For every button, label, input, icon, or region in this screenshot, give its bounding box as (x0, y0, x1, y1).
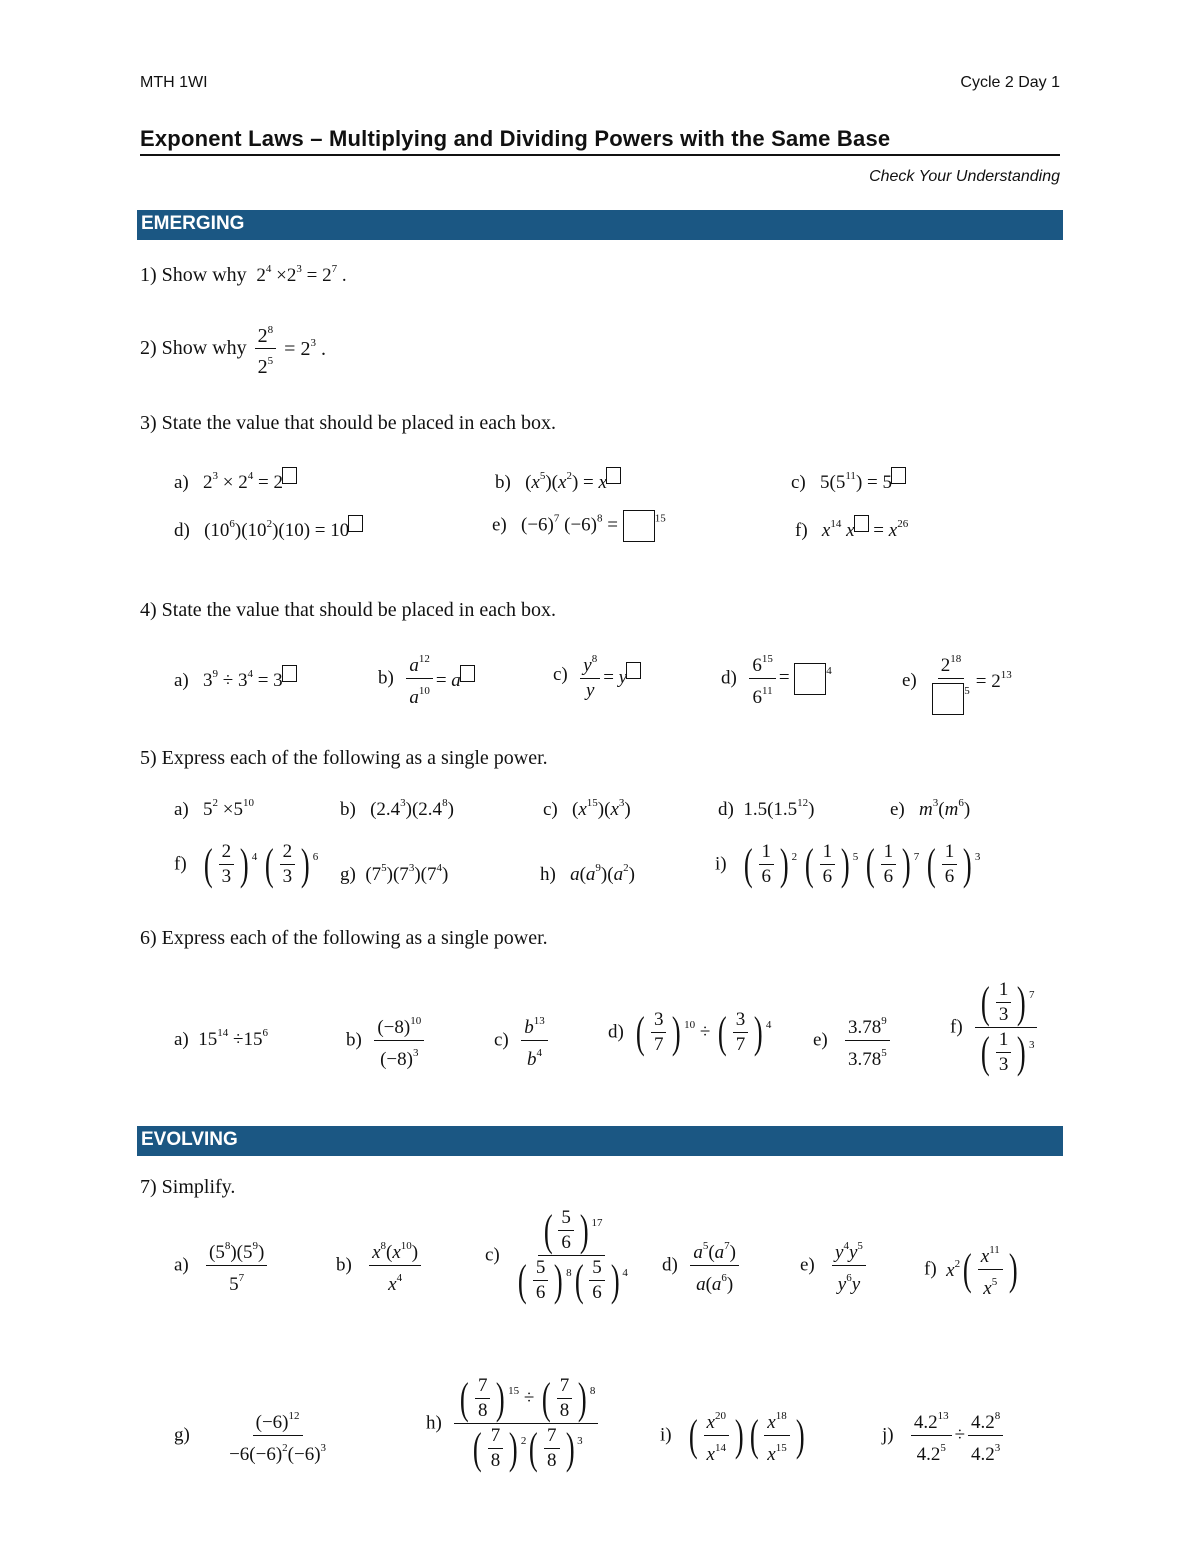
q6-part-e: e) $\frac{3.78^9}{3.78^5}$ (813, 1009, 893, 1072)
question-1 (140, 263, 347, 287)
q3-part-c: c) $5(5^{11}) = 5$ (791, 467, 906, 494)
section-title-emerging: EMERGING (141, 213, 245, 234)
q5-part-h: h) $a(a^9)(a^2)$ (540, 862, 635, 885)
q6-part-a: a) $15^{14} \div 15^6$ (174, 1027, 268, 1050)
q7-part-g: g) $\frac{(-6)^{12}}{-6(-6)^2(-6)^3}$ (174, 1404, 332, 1467)
question-3-text: 3) State the value that should be placed in each box. (140, 412, 556, 434)
q6-part-f: f) ( $\frac{1}{3}$ ) $^7$ ( $\frac{1}{3}$ ) $^3$ (950, 978, 1040, 1077)
q5-part-d: d) $1.5(1.5^{12})$ (718, 797, 815, 820)
q4-part-e: e) $\frac{2^{18}}{^5}$ = $2^{13}$ (902, 647, 1012, 715)
q5-part-i: i) ( $\frac{1}{6}$ ) $^2$ ( $\frac{1}{6}$ ) $^5$ ( $\frac{1}{6}$ ) $^7$ ( $\frac{1}{6}$ ) $^3$ (715, 839, 981, 889)
question-6-text: 6) Express each of the following as a single power. (140, 927, 548, 949)
section-band-evolving (137, 1126, 1063, 1156)
q5-part-b: b) $(2.4^3)(2.4^8)$ (340, 797, 454, 820)
answer-box[interactable] (348, 515, 363, 532)
q5-part-e: e) $m^3(m^6)$ (890, 797, 971, 820)
q7-part-d: d) $\frac{a^5(a^7)}{a(a^6)}$ (662, 1234, 742, 1297)
question-2-text: 2) Show why (140, 337, 247, 359)
q3-part-a: a) $2^3 \times 2^4 = 2$ (174, 467, 297, 494)
answer-box[interactable] (606, 467, 621, 484)
q6-part-d: d) ( $\frac{3}{7}$ ) $^{10}$ ÷ ( $\frac{3}{7}$ ) $^4$ (608, 1007, 772, 1057)
answer-box[interactable] (282, 665, 297, 682)
q7-part-b: b) $\frac{x^8(x^{10})}{x^4}$ (336, 1234, 424, 1297)
q3-part-d: d) $(10^6)(10^2)(10) = 10$ (174, 515, 363, 542)
answer-box[interactable] (794, 663, 826, 695)
q7-part-h: h) ( $\frac{7}{8}$ ) $^{15}$ ÷ ( $\frac{7}{8}$ ) $^8$ ( $\frac{7}{8}$ ) $^2$ ( $\frac{7}{8}$ ) $^3$ (426, 1374, 601, 1473)
answer-box[interactable] (854, 515, 869, 532)
answer-box[interactable] (623, 510, 655, 542)
answer-box[interactable] (626, 662, 641, 679)
title-rule (140, 126, 1060, 156)
answer-box[interactable] (891, 467, 906, 484)
answer-box[interactable] (282, 467, 297, 484)
question-7-text: 7) Simplify. (140, 1176, 236, 1198)
q3-part-b: b) $(x^5)(x^2) = x$ (495, 467, 621, 494)
q7-part-j: j) $\frac{4.2^{13}}{4.2^5}$ ÷ $\frac{4.2^8}{4.2^3}$ (882, 1404, 1006, 1467)
q6-part-b: b) $\frac{(-8)^{10}}{(-8)^3}$ (346, 1009, 427, 1072)
q5-part-a: a) $5^2 \times 5^{10}$ (174, 797, 254, 820)
question-5-text: 5) Express each of the following as a single power. (140, 747, 548, 769)
question-4-text: 4) State the value that should be placed in each box. (140, 599, 556, 621)
q5-part-f: f) ( $\frac{2}{3}$ ) $^4$ ( $\frac{2}{3}$ ) $^6$ (174, 839, 319, 889)
q7-part-f: f) $x^2$ ( $\frac{x^{11}}{x^5}$ ) (924, 1238, 1020, 1301)
cycle-day: Cycle 2 Day 1 (960, 74, 1060, 91)
q6-part-c: c) $\frac{b^{13}}{b^4}$ (494, 1009, 551, 1072)
question-2-fraction: $\frac{2^8}{2^5}$ (255, 318, 277, 379)
q4-part-b: b) $\frac{a^{12}}{a^{10}}$ = a (378, 647, 475, 710)
section-title-evolving: EVOLVING (141, 1129, 238, 1150)
page-subtitle: Check Your Understanding (869, 168, 1060, 185)
answer-box[interactable] (460, 665, 475, 682)
question-1-expr: $2^4 \times 2^3 = 2^7$ . (251, 263, 347, 286)
q5-part-g: g) $(7^5)(7^3)(7^4)$ (340, 862, 449, 885)
q7-part-a: a) $\frac{(5^8)(5^9)}{5^7}$ (174, 1234, 270, 1297)
q7-part-i: i) ( $\frac{x^{20}}{x^{14}}$ ) ( $\frac{x^{18}}{x^{15}}$ ) (660, 1404, 807, 1467)
answer-box[interactable] (932, 683, 964, 715)
q3-part-f: f) $x^{14}$ $x = x^{26}$ (795, 515, 908, 542)
q4-part-c: c) $\frac{y^8}{y}$ = y (553, 647, 641, 703)
q5-part-c: c) $(x^{15})(x^3)$ (543, 797, 631, 820)
course-code: MTH 1WI (140, 74, 208, 91)
q7-part-e: e) $\frac{y^4y^5}{y^6y}$ (800, 1234, 869, 1297)
q4-part-d: d) $\frac{6^{15}}{6^{11}}$ = $^4$ (721, 647, 832, 710)
q3-part-e: e) $(-6)^7$ $(-6)^8 = ^{15}$ (492, 510, 666, 542)
question-1-text: 1) Show why (140, 264, 247, 286)
page-title: Exponent Laws – Multiplying and Dividing Powers with the Same Base (140, 126, 891, 151)
question-2: 2) Show why $\frac{2^8}{2^5}$ = $2^3$ . (140, 318, 326, 379)
q7-part-c: c) ( $\frac{5}{6}$ ) $^{17}$ ( $\frac{5}{6}$ ) $^8$ ( $\frac{5}{6}$ ) $^4$ (485, 1205, 628, 1305)
q4-part-a: a) $3^9 \div 3^4 = 3$ (174, 665, 297, 692)
section-band-emerging (137, 210, 1063, 240)
